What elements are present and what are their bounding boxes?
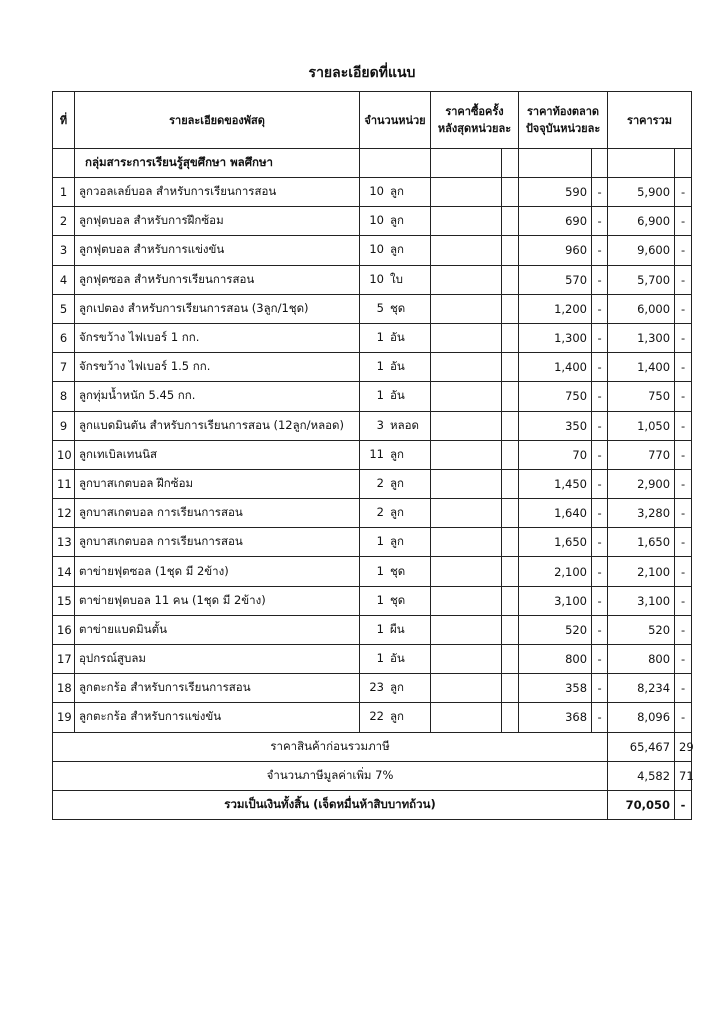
item-qty-value: 1	[376, 388, 384, 403]
group-empty-cell	[519, 149, 592, 178]
item-last-price	[431, 703, 502, 732]
item-market-price: 1,400	[519, 353, 592, 382]
item-market-price: 368	[519, 703, 592, 732]
item-quantity	[360, 178, 431, 207]
item-total-satang: -	[675, 236, 692, 265]
header-total: ราคารวม	[608, 92, 692, 149]
item-market-price: 2,100	[519, 557, 592, 586]
item-market-price: 1,450	[519, 469, 592, 498]
item-unit: อัน	[390, 388, 405, 403]
item-quantity	[360, 353, 431, 382]
header-description: รายละเอียดของพัสดุ	[75, 92, 360, 149]
item-qty-value: 2	[376, 505, 384, 520]
item-total-satang: -	[675, 586, 692, 615]
item-unit: ชุด	[390, 592, 406, 607]
item-no: 4	[53, 265, 75, 294]
item-unit: อัน	[390, 651, 405, 666]
header-quantity: จำนวนหน่วย	[360, 92, 431, 149]
item-last-price-satang	[502, 353, 519, 382]
item-last-price-satang	[502, 528, 519, 557]
header-market-price-line2: ปัจจุบันหน่วยละ	[525, 122, 601, 135]
item-total: 6,000	[608, 294, 675, 323]
item-quantity	[360, 703, 431, 732]
item-description: ลูกฟุตบอล สำหรับการแข่งขัน	[75, 236, 360, 265]
item-last-price-satang	[502, 499, 519, 528]
item-no: 18	[53, 674, 75, 703]
item-last-price	[431, 236, 502, 265]
group-empty-cell	[431, 149, 502, 178]
grand-total-value: 70,050	[608, 790, 675, 819]
item-last-price	[431, 528, 502, 557]
item-market-price: 690	[519, 207, 592, 236]
table-row	[53, 382, 692, 411]
item-total: 5,700	[608, 265, 675, 294]
item-last-price-satang	[502, 469, 519, 498]
item-last-price-satang	[502, 615, 519, 644]
item-total-satang: -	[675, 353, 692, 382]
header-last-price-line1: ราคาซื้อครั้ง	[445, 105, 504, 118]
item-market-price-satang: -	[592, 294, 608, 323]
item-description: ลูกตะกร้อ สำหรับการเรียนการสอน	[75, 674, 360, 703]
item-qty-value: 1	[376, 563, 384, 578]
item-qty-value: 10	[369, 184, 384, 199]
item-no: 5	[53, 294, 75, 323]
item-market-price-satang: -	[592, 586, 608, 615]
table-row	[53, 469, 692, 498]
item-qty-value: 22	[369, 709, 384, 724]
item-no: 10	[53, 440, 75, 469]
item-unit: ชุด	[390, 563, 406, 578]
table-row	[53, 557, 692, 586]
item-total: 750	[608, 382, 675, 411]
item-no: 11	[53, 469, 75, 498]
item-last-price-satang	[502, 323, 519, 352]
item-total-satang: -	[675, 703, 692, 732]
item-description: ตาข่ายฟุตซอล (1ชุด มี 2ข้าง)	[75, 557, 360, 586]
item-quantity	[360, 440, 431, 469]
item-last-price-satang	[502, 236, 519, 265]
item-no: 19	[53, 703, 75, 732]
item-description: ลูกทุ่มน้ำหนัก 5.45 กก.	[75, 382, 360, 411]
item-last-price	[431, 382, 502, 411]
item-total: 2,100	[608, 557, 675, 586]
item-total: 9,600	[608, 236, 675, 265]
group-empty-cell	[608, 149, 675, 178]
item-quantity	[360, 236, 431, 265]
item-qty-value: 1	[376, 621, 384, 636]
table-row	[53, 178, 692, 207]
header-market-price	[519, 92, 608, 149]
item-market-price-satang: -	[592, 323, 608, 352]
item-qty-value: 10	[369, 242, 384, 257]
item-total: 1,650	[608, 528, 675, 557]
item-market-price-satang: -	[592, 469, 608, 498]
item-total: 8,234	[608, 674, 675, 703]
item-no: 13	[53, 528, 75, 557]
table-row	[53, 645, 692, 674]
item-total: 1,400	[608, 353, 675, 382]
table-row	[53, 353, 692, 382]
item-market-price-satang: -	[592, 236, 608, 265]
item-total-satang: -	[675, 645, 692, 674]
grand-total-row	[53, 790, 692, 819]
item-description: ลูกเทเบิลเทนนิส	[75, 440, 360, 469]
item-total-satang: -	[675, 323, 692, 352]
item-last-price	[431, 411, 502, 440]
grand-total-label: รวมเป็นเงินทั้งสิ้น (เจ็ดหมื่นห้าสิบบาทถ้วน)	[53, 790, 608, 819]
item-market-price-satang: -	[592, 440, 608, 469]
item-qty-value: 11	[369, 446, 384, 461]
item-no: 3	[53, 236, 75, 265]
item-quantity	[360, 265, 431, 294]
item-no: 15	[53, 586, 75, 615]
item-last-price-satang	[502, 411, 519, 440]
item-qty-value: 1	[376, 651, 384, 666]
table-row	[53, 411, 692, 440]
item-quantity	[360, 469, 431, 498]
item-market-price-satang: -	[592, 674, 608, 703]
group-empty-cell	[502, 149, 519, 178]
item-unit: ลูก	[390, 213, 405, 228]
item-qty-value: 1	[376, 359, 384, 374]
item-quantity	[360, 294, 431, 323]
table-row	[53, 207, 692, 236]
item-description: ตาข่ายฟุตบอล 11 คน (1ชุด มี 2ข้าง)	[75, 586, 360, 615]
item-market-price-satang: -	[592, 382, 608, 411]
item-market-price: 520	[519, 615, 592, 644]
item-market-price: 590	[519, 178, 592, 207]
item-quantity	[360, 207, 431, 236]
item-last-price	[431, 645, 502, 674]
item-total-satang: -	[675, 674, 692, 703]
item-market-price: 358	[519, 674, 592, 703]
item-last-price	[431, 469, 502, 498]
item-market-price-satang: -	[592, 265, 608, 294]
item-total: 3,100	[608, 586, 675, 615]
table-row	[53, 323, 692, 352]
item-total-satang: -	[675, 207, 692, 236]
item-total-satang: -	[675, 469, 692, 498]
item-total: 1,300	[608, 323, 675, 352]
item-no: 16	[53, 615, 75, 644]
table-row	[53, 499, 692, 528]
item-unit: ลูก	[390, 534, 405, 549]
item-market-price: 350	[519, 411, 592, 440]
item-last-price-satang	[502, 645, 519, 674]
item-quantity	[360, 645, 431, 674]
item-quantity	[360, 674, 431, 703]
item-no: 6	[53, 323, 75, 352]
item-quantity	[360, 499, 431, 528]
item-total-satang: -	[675, 528, 692, 557]
items-table	[52, 91, 692, 820]
table-row	[53, 440, 692, 469]
item-market-price: 3,100	[519, 586, 592, 615]
item-description: จักรขว้าง ไฟเบอร์ 1.5 กก.	[75, 353, 360, 382]
item-total-satang: -	[675, 615, 692, 644]
item-quantity	[360, 528, 431, 557]
table-row	[53, 703, 692, 732]
item-market-price-satang: -	[592, 411, 608, 440]
item-unit: หลอด	[390, 417, 420, 432]
item-market-price-satang: -	[592, 528, 608, 557]
item-total: 770	[608, 440, 675, 469]
item-last-price	[431, 323, 502, 352]
item-last-price	[431, 294, 502, 323]
item-last-price	[431, 615, 502, 644]
item-market-price-satang: -	[592, 615, 608, 644]
item-last-price-satang	[502, 440, 519, 469]
item-market-price-satang: -	[592, 207, 608, 236]
item-unit: ลูก	[390, 680, 405, 695]
subtotal-row	[53, 732, 692, 761]
item-last-price-satang	[502, 294, 519, 323]
item-total: 520	[608, 615, 675, 644]
item-total: 1,050	[608, 411, 675, 440]
item-unit: ลูก	[390, 242, 405, 257]
item-market-price: 960	[519, 236, 592, 265]
item-unit: ผืน	[390, 621, 405, 636]
item-quantity	[360, 557, 431, 586]
item-qty-value: 2	[376, 475, 384, 490]
item-market-price: 70	[519, 440, 592, 469]
item-total: 3,280	[608, 499, 675, 528]
item-last-price-satang	[502, 178, 519, 207]
item-unit: ลูก	[390, 709, 405, 724]
item-last-price	[431, 674, 502, 703]
item-description: อุปกรณ์สูบลม	[75, 645, 360, 674]
item-last-price-satang	[502, 557, 519, 586]
item-quantity	[360, 323, 431, 352]
item-description: ตาข่ายแบดมินตั้น	[75, 615, 360, 644]
item-unit: อัน	[390, 359, 405, 374]
group-row	[53, 149, 692, 178]
table-row	[53, 615, 692, 644]
item-total-satang: -	[675, 178, 692, 207]
table-row	[53, 586, 692, 615]
item-unit: ลูก	[390, 184, 405, 199]
subtotal-satang: 29	[675, 732, 692, 761]
item-last-price	[431, 207, 502, 236]
item-quantity	[360, 382, 431, 411]
vat-satang: 71	[675, 761, 692, 790]
group-empty-cell	[592, 149, 608, 178]
header-no: ที่	[53, 92, 75, 149]
item-no: 14	[53, 557, 75, 586]
item-description: ลูกบาสเกตบอล ฝึกซ้อม	[75, 469, 360, 498]
item-market-price-satang: -	[592, 645, 608, 674]
group-empty-cell	[675, 149, 692, 178]
table-row	[53, 674, 692, 703]
item-description: ลูกวอลเลย์บอล สำหรับการเรียนการสอน	[75, 178, 360, 207]
item-market-price-satang: -	[592, 499, 608, 528]
item-qty-value: 10	[369, 213, 384, 228]
group-label: กลุ่มสาระการเรียนรู้สุขศึกษา พลศึกษา	[75, 149, 360, 178]
item-market-price: 800	[519, 645, 592, 674]
item-market-price: 1,650	[519, 528, 592, 557]
item-qty-value: 1	[376, 592, 384, 607]
item-unit: ลูก	[390, 505, 405, 520]
item-total-satang: -	[675, 499, 692, 528]
header-row	[53, 92, 692, 149]
header-last-price-line2: หลังสุดหน่วยละ	[437, 122, 512, 135]
item-description: ลูกแบดมินตัน สำหรับการเรียนการสอน (12ลูก/หลอด)	[75, 411, 360, 440]
item-last-price	[431, 586, 502, 615]
item-description: ลูกเปตอง สำหรับการเรียนการสอน (3ลูก/1ชุด)	[75, 294, 360, 323]
group-empty-cell	[360, 149, 431, 178]
item-qty-value: 1	[376, 330, 384, 345]
item-last-price-satang	[502, 207, 519, 236]
table-row	[53, 236, 692, 265]
item-no: 1	[53, 178, 75, 207]
header-last-price	[431, 92, 519, 149]
item-total: 5,900	[608, 178, 675, 207]
subtotal-label: ราคาสินค้าก่อนรวมภาษี	[53, 732, 608, 761]
item-last-price	[431, 265, 502, 294]
item-no: 8	[53, 382, 75, 411]
item-quantity	[360, 615, 431, 644]
item-total-satang: -	[675, 557, 692, 586]
item-no: 9	[53, 411, 75, 440]
item-market-price-satang: -	[592, 703, 608, 732]
item-no: 12	[53, 499, 75, 528]
item-qty-value: 5	[376, 300, 384, 315]
document-title: รายละเอียดที่แนบ	[308, 65, 416, 81]
item-total-satang: -	[675, 294, 692, 323]
item-total-satang: -	[675, 382, 692, 411]
subtotal-value: 65,467	[608, 732, 675, 761]
item-total-satang: -	[675, 411, 692, 440]
item-quantity	[360, 411, 431, 440]
item-description: ลูกบาสเกตบอล การเรียนการสอน	[75, 528, 360, 557]
item-description: ลูกฟุตบอล สำหรับการฝึกซ้อม	[75, 207, 360, 236]
item-description: ลูกตะกร้อ สำหรับการแข่งขัน	[75, 703, 360, 732]
item-market-price: 750	[519, 382, 592, 411]
item-qty-value: 23	[369, 680, 384, 695]
item-no: 17	[53, 645, 75, 674]
item-last-price-satang	[502, 382, 519, 411]
vat-value: 4,582	[608, 761, 675, 790]
table-row	[53, 294, 692, 323]
item-last-price-satang	[502, 265, 519, 294]
item-last-price	[431, 353, 502, 382]
vat-row	[53, 761, 692, 790]
item-last-price-satang	[502, 674, 519, 703]
item-qty-value: 10	[369, 271, 384, 286]
item-market-price-satang: -	[592, 353, 608, 382]
group-no-cell	[53, 149, 75, 178]
item-market-price: 570	[519, 265, 592, 294]
item-total: 800	[608, 645, 675, 674]
vat-label: จำนวนภาษีมูลค่าเพิ่ม 7%	[53, 761, 608, 790]
item-unit: อัน	[390, 330, 405, 345]
item-description: ลูกบาสเกตบอล การเรียนการสอน	[75, 499, 360, 528]
item-no: 7	[53, 353, 75, 382]
item-quantity	[360, 586, 431, 615]
grand-total-satang: -	[675, 790, 692, 819]
item-total-satang: -	[675, 265, 692, 294]
item-market-price: 1,200	[519, 294, 592, 323]
item-unit: ใบ	[390, 271, 403, 286]
item-description: จักรขว้าง ไฟเบอร์ 1 กก.	[75, 323, 360, 352]
item-total: 6,900	[608, 207, 675, 236]
item-last-price	[431, 178, 502, 207]
item-unit: ลูก	[390, 475, 405, 490]
item-last-price	[431, 557, 502, 586]
item-market-price: 1,640	[519, 499, 592, 528]
table-row	[53, 265, 692, 294]
item-unit: ชุด	[390, 300, 406, 315]
item-market-price: 1,300	[519, 323, 592, 352]
header-market-price-line1: ราคาท้องตลาด	[526, 105, 600, 118]
item-description: ลูกฟุตซอล สำหรับการเรียนการสอน	[75, 265, 360, 294]
table-row	[53, 528, 692, 557]
item-total-satang: -	[675, 440, 692, 469]
item-last-price	[431, 499, 502, 528]
item-unit: ลูก	[390, 446, 405, 461]
item-qty-value: 1	[376, 534, 384, 549]
item-qty-value: 3	[376, 417, 384, 432]
item-last-price-satang	[502, 703, 519, 732]
item-market-price-satang: -	[592, 557, 608, 586]
item-total: 2,900	[608, 469, 675, 498]
item-no: 2	[53, 207, 75, 236]
item-total: 8,096	[608, 703, 675, 732]
item-last-price	[431, 440, 502, 469]
item-last-price-satang	[502, 586, 519, 615]
item-market-price-satang: -	[592, 178, 608, 207]
